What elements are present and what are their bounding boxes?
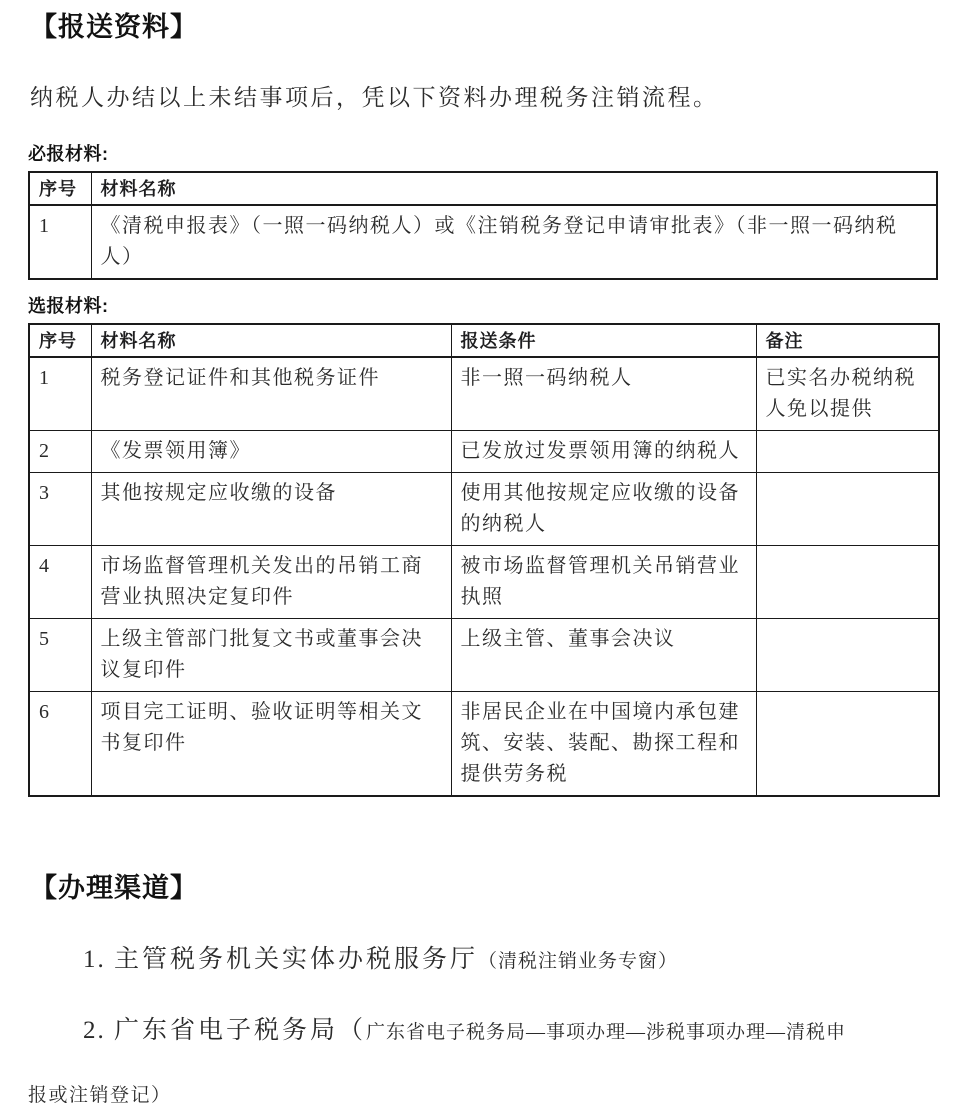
cell-remark — [756, 546, 939, 619]
channel-item-note: 广东省电子税务局—事项办理—涉税事项办理—清税申 — [366, 1022, 847, 1043]
cell-seq: 1 — [29, 205, 91, 279]
table-row — [29, 205, 937, 279]
optional-materials-table — [28, 323, 940, 797]
cell-condition: 非居民企业在中国境内承包建筑、安装、装配、勘探工程和提供劳务税 — [451, 692, 756, 797]
table-row — [29, 431, 939, 473]
channel-item-service-hall — [83, 942, 938, 980]
cell-name: 税务登记证件和其他税务证件 — [91, 357, 451, 431]
channels-section-title: 【办理渠道】 — [30, 873, 198, 903]
col-header-seq: 序号 — [29, 172, 91, 205]
cell-name: 《发票领用簿》 — [91, 431, 451, 473]
table-row — [29, 692, 939, 797]
channel-item-text: 主管税务机关实体办税服务厅 — [114, 946, 479, 973]
cell-condition: 被市场监督管理机关吊销营业执照 — [451, 546, 756, 619]
col-header-name: 材料名称 — [91, 172, 937, 205]
cell-condition: 已发放过发票领用簿的纳税人 — [451, 431, 756, 473]
table-row — [29, 357, 939, 431]
channel-item-etax-bureau — [83, 1013, 938, 1051]
required-materials-table — [28, 171, 938, 280]
cell-condition: 非一照一码纳税人 — [451, 357, 756, 431]
col-header-seq: 序号 — [29, 324, 91, 357]
optional-materials-label: 选报材料: — [28, 296, 109, 316]
cell-name: 《清税申报表》（一照一码纳税人）或《注销税务登记申请审批表》（非一照一码纳税人） — [91, 205, 937, 279]
cell-seq: 2 — [29, 431, 91, 473]
col-header-name: 材料名称 — [91, 324, 451, 357]
cell-seq: 4 — [29, 546, 91, 619]
channel-item-number: 1. — [83, 946, 114, 973]
intro-paragraph: 纳税人办结以上未结事项后，凭以下资料办理税务注销流程。 — [30, 85, 719, 110]
materials-section-title: 【报送资料】 — [30, 12, 198, 42]
cell-remark: 已实名办税纳税人免以提供 — [756, 357, 939, 431]
cell-seq: 3 — [29, 473, 91, 546]
table-header-row — [29, 324, 939, 357]
table-row — [29, 473, 939, 546]
table-row — [29, 546, 939, 619]
cell-remark — [756, 619, 939, 692]
cell-remark — [756, 473, 939, 546]
col-header-remark: 备注 — [756, 324, 939, 357]
table-row — [29, 619, 939, 692]
cell-name: 市场监督管理机关发出的吊销工商营业执照决定复印件 — [91, 546, 451, 619]
cell-condition: 使用其他按规定应收缴的设备的纳税人 — [451, 473, 756, 546]
cell-remark — [756, 431, 939, 473]
channel-item-number: 2. — [83, 1017, 114, 1044]
cell-name: 其他按规定应收缴的设备 — [91, 473, 451, 546]
col-header-condition: 报送条件 — [451, 324, 756, 357]
cell-seq: 1 — [29, 357, 91, 431]
table-header-row — [29, 172, 937, 205]
channel-item-note: （清税注销业务专窗） — [478, 951, 679, 972]
channel-item-continuation: 报或注销登记） — [28, 1085, 172, 1106]
channel-item-text: 广东省电子税务局（ — [114, 1017, 367, 1044]
cell-name: 上级主管部门批复文书或董事会决议复印件 — [91, 619, 451, 692]
cell-condition: 上级主管、董事会决议 — [451, 619, 756, 692]
cell-name: 项目完工证明、验收证明等相关文书复印件 — [91, 692, 451, 797]
cell-seq: 5 — [29, 619, 91, 692]
cell-seq: 6 — [29, 692, 91, 797]
cell-remark — [756, 692, 939, 797]
required-materials-label: 必报材料: — [28, 144, 109, 164]
